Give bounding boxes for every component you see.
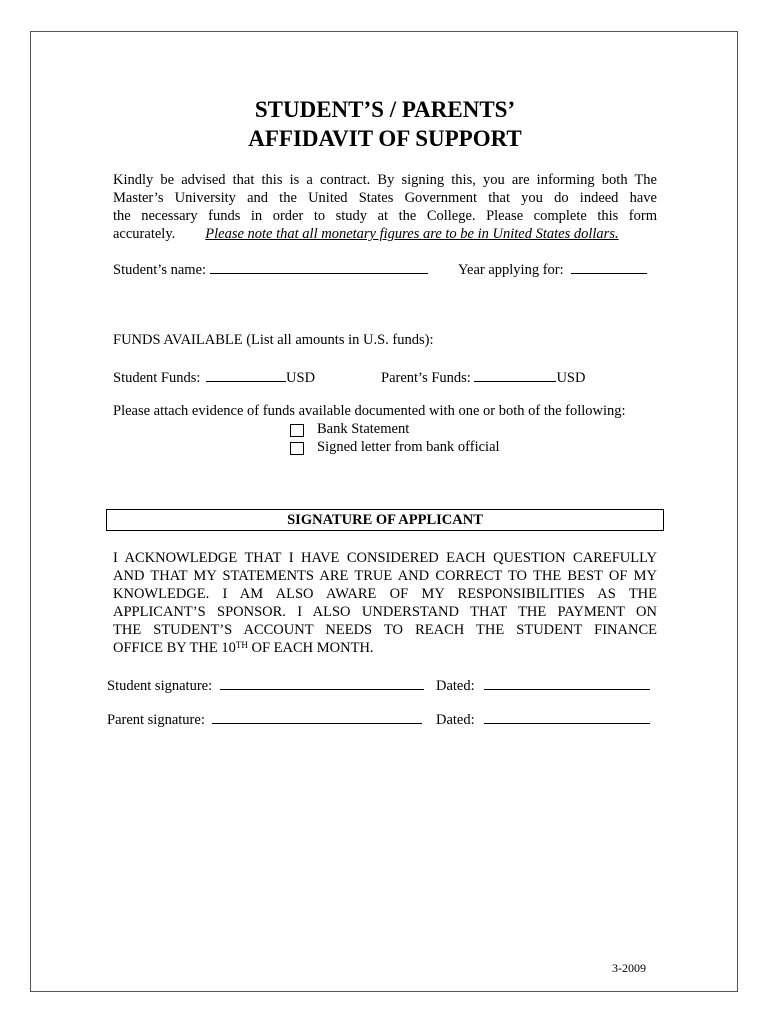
intro-line (113, 225, 657, 243)
student-name-field[interactable] (210, 260, 428, 274)
acknowledgement-paragraph (113, 549, 657, 657)
parent-funds-field[interactable] (474, 368, 556, 382)
form-version: 3-2009 (612, 961, 646, 975)
acknowledgement-line: AND THAT MY STATEMENTS ARE TRUE AND CORRECT TO THE BEST OF MY (113, 568, 657, 584)
bank-letter-checkbox[interactable] (290, 442, 304, 455)
evidence-instructions: Please attach evidence of funds available documented with one or both of the following: (113, 403, 626, 419)
parent-dated-row (436, 710, 650, 729)
ack-line6-suffix: OF EACH MONTH. (247, 640, 374, 656)
intro-paragraph (113, 171, 657, 243)
student-dated-field[interactable] (484, 676, 650, 690)
student-name-label: Student’s name: (113, 262, 207, 278)
ack-line6-prefix: OFFICE BY THE 10 (113, 640, 236, 656)
document-title-line2: AFFIDAVIT OF SUPPORT (248, 126, 522, 151)
year-applying-row (458, 260, 647, 279)
student-signature-row (107, 676, 424, 695)
student-signature-field[interactable] (220, 676, 424, 690)
student-dated-row (436, 676, 650, 695)
parent-funds-unit: USD (556, 370, 586, 386)
parent-signature-row (107, 710, 422, 729)
parent-funds-row (381, 368, 585, 387)
student-name-row (113, 260, 428, 279)
student-funds-label: Student Funds: (113, 370, 201, 386)
parent-signature-field[interactable] (212, 710, 422, 724)
year-applying-field[interactable] (571, 260, 647, 274)
student-funds-row (113, 368, 315, 387)
document-title-line1: STUDENT’S / PARENTS’ (254, 97, 516, 122)
acknowledgement-line: I ACKNOWLEDGE THAT I HAVE CONSIDERED EACH QUESTION CAREFULLY (113, 550, 657, 566)
acknowledgement-line: KNOWLEDGE. I AM ALSO AWARE OF MY RESPONSIBILITIES AS THE (113, 586, 657, 602)
intro-line: Kindly be advised that this is a contract. By signing this, you are informing both The (113, 172, 657, 188)
acknowledgement-line: THE STUDENT’S ACCOUNT NEEDS TO REACH THE STUDENT FINANCE (113, 622, 657, 638)
student-funds-unit: USD (286, 370, 316, 386)
acknowledgement-line: APPLICANT’S SPONSOR. I ALSO UNDERSTAND THAT THE PAYMENT ON (113, 604, 657, 620)
parent-dated-label: Dated: (436, 712, 475, 728)
bank-statement-label: Bank Statement (317, 421, 410, 437)
signature-section-heading: SIGNATURE OF APPLICANT (106, 509, 664, 531)
student-funds-field[interactable] (206, 368, 286, 382)
intro-line4-prefix: accurately. (113, 226, 176, 242)
student-signature-label: Student signature: (107, 678, 213, 694)
ordinal-superscript: TH (235, 640, 248, 650)
parent-dated-field[interactable] (484, 710, 650, 724)
year-applying-label: Year applying for: (458, 262, 564, 278)
funds-heading: FUNDS AVAILABLE (List all amounts in U.S. funds): (113, 332, 434, 348)
bank-statement-checkbox[interactable] (290, 424, 304, 437)
parent-signature-label: Parent signature: (107, 712, 205, 728)
currency-note: Please note that all monetary figures are to be in United States dollars. (205, 226, 619, 242)
acknowledgement-line (113, 639, 657, 657)
bank-letter-label: Signed letter from bank official (317, 439, 500, 455)
intro-line: Master’s University and the United States Government that you do indeed have (113, 190, 657, 206)
parent-funds-label: Parent’s Funds: (381, 370, 471, 386)
student-dated-label: Dated: (436, 678, 475, 694)
intro-line: the necessary funds in order to study at the College. Please complete this form (113, 208, 657, 224)
